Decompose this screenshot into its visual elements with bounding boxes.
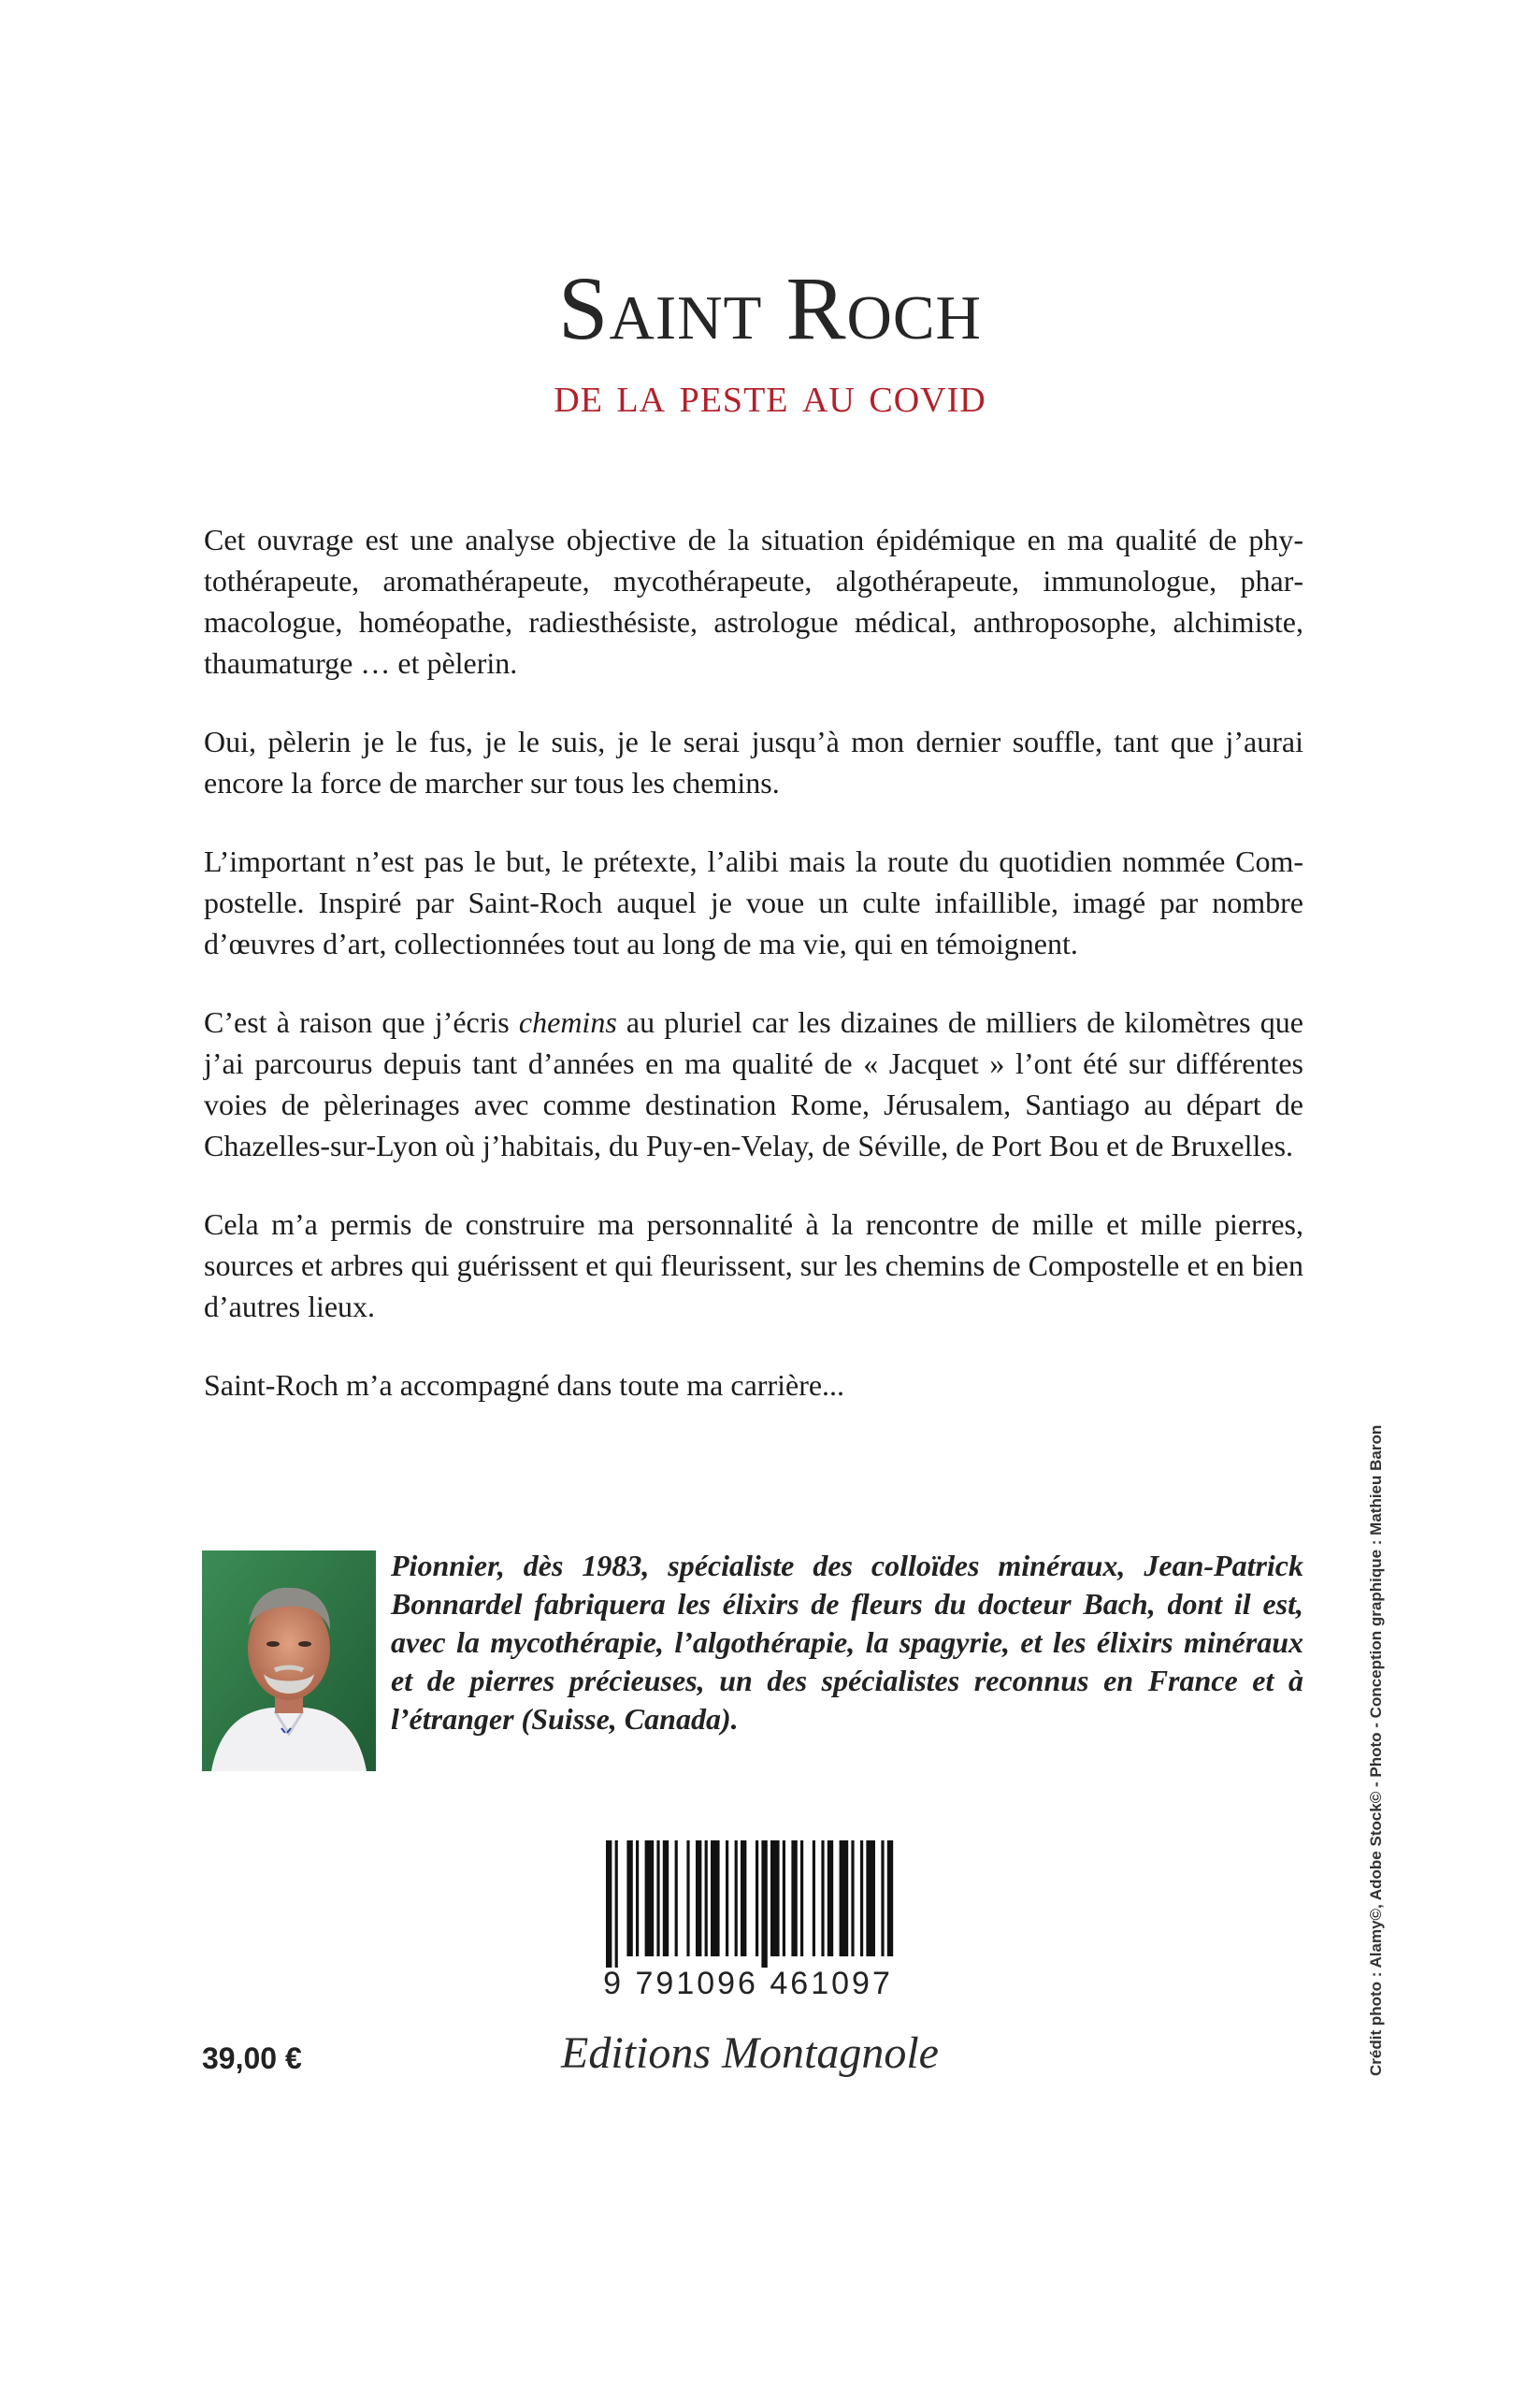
barcode-bar bbox=[626, 1840, 632, 1956]
barcode-bar bbox=[783, 1840, 785, 1956]
paragraph-4-start: C’est à raison que j’écris bbox=[204, 1005, 519, 1039]
barcode-bar bbox=[711, 1840, 720, 1956]
paragraph-3: L’important n’est pas le but, le prétexte, l’alibi mais la route du quotidien nommée Compostelle. Inspiré par Saint-Roch auquel je voue un culte infaillible, imagé par nombre d’œuvres d’art, collectionnées tout au long de ma vie, qui en témoignent. bbox=[204, 844, 1303, 960]
author-bio: Pionnier, dès 1983, spécialiste des colloïdes minéraux, Jean-Patrick Bonnardel fabriquera les élixirs de fleurs du docteur Bach, dont il est, avec la mycothérapie, l’algothérapie, la spagyrie, et les élixirs minéraux et de pierres précieuses, un des spécialistes reconnus en France et à l’étranger (Suisse, Canada). bbox=[391, 1549, 1303, 1736]
barcode-bar bbox=[791, 1840, 797, 1956]
barcode-bar bbox=[770, 1840, 780, 1956]
back-cover-text bbox=[204, 519, 1303, 1443]
barcode-bar bbox=[675, 1840, 678, 1956]
barcode-bar bbox=[821, 1840, 824, 1956]
barcode-bar bbox=[663, 1840, 669, 1956]
barcode-bar bbox=[851, 1840, 854, 1956]
barcode-bar bbox=[606, 1840, 612, 1968]
barcode-bar bbox=[761, 1840, 767, 1968]
photo-credit: Crédit photo : Alamy©, Adobe Stock© - Photo - Conception graphique : Mathieu Baron bbox=[1367, 1424, 1385, 2076]
price: 39,00 € bbox=[202, 2041, 302, 2075]
book-subtitle: de la peste au covid bbox=[554, 367, 986, 423]
barcode-bar bbox=[636, 1840, 639, 1956]
barcode-bar bbox=[756, 1840, 758, 1956]
barcode-bars bbox=[593, 1837, 903, 1968]
paragraph-6: Saint-Roch m’a accompagné dans toute ma carrière... bbox=[204, 1368, 845, 1402]
paragraph-1: Cet ouvrage est une analyse objective de la situation épidémique en ma qualité de phytothérapeute, aromathérapeute, mycothérapeute, algothérapeute, immunologue, pharmacologue, homéopathe, radiesthésiste, astrologue médical, anthroposophe, alchimiste, thaumaturge … et pèlerin. bbox=[204, 523, 1303, 680]
barcode bbox=[593, 1837, 903, 1968]
paragraph-4 bbox=[204, 1002, 1303, 1166]
paragraph-5: Cela m’a permis de construire ma personnalité à la rencontre de mille et mille pierres, sources et arbres qui guérissent et qui fleurissent, sur les chemins de Compostelle et en bien d’autres lieux. bbox=[204, 1207, 1303, 1323]
barcode-bar bbox=[645, 1840, 655, 1956]
barcode-bar bbox=[860, 1840, 863, 1956]
author-photo bbox=[202, 1550, 376, 1771]
barcode-bar bbox=[813, 1840, 815, 1956]
barcode-bar bbox=[735, 1840, 738, 1956]
barcode-bar bbox=[800, 1840, 803, 1956]
barcode-bar bbox=[887, 1840, 893, 1956]
author-portrait-image bbox=[202, 1550, 376, 1771]
barcode-bar bbox=[741, 1840, 746, 1956]
barcode-bar bbox=[881, 1840, 884, 1956]
paragraph-4-emphasis: chemins bbox=[518, 1005, 617, 1039]
barcode-bar bbox=[656, 1840, 659, 1956]
paragraph-4-end: au pluriel car les dizaines de milliers de kilomètres que j’ai parcourus depuis tant d’années en ma qualité de « Jacquet » l’ont été sur différentes voies de pèlerinages avec comme destination Rome, Jérusalem, Santiago au départ de Chazelles-sur-Lyon où j’habitais, du Puy-en-Velay, de Séville, de Port Bou et de Bruxelles. bbox=[204, 1005, 1304, 1162]
publisher-name: Editions Montagnole bbox=[561, 2028, 939, 2078]
barcode-bar bbox=[866, 1840, 875, 1956]
barcode-bar bbox=[705, 1840, 708, 1956]
isbn-number: 9 791096 461097 bbox=[603, 1966, 893, 2001]
barcode-bar bbox=[828, 1840, 833, 1956]
barcode-bar bbox=[696, 1840, 701, 1956]
barcode-bar bbox=[726, 1840, 728, 1956]
barcode-bar bbox=[840, 1840, 849, 1956]
barcode-bar bbox=[686, 1840, 689, 1956]
book-title: Saint Roch bbox=[558, 258, 982, 358]
barcode-bar bbox=[615, 1840, 618, 1968]
paragraph-2: Oui, pèlerin je le fus, je le suis, je le serai jusqu’à mon dernier souffle, tant que j’aurai encore la force de marcher sur tous les chemins. bbox=[204, 725, 1303, 800]
